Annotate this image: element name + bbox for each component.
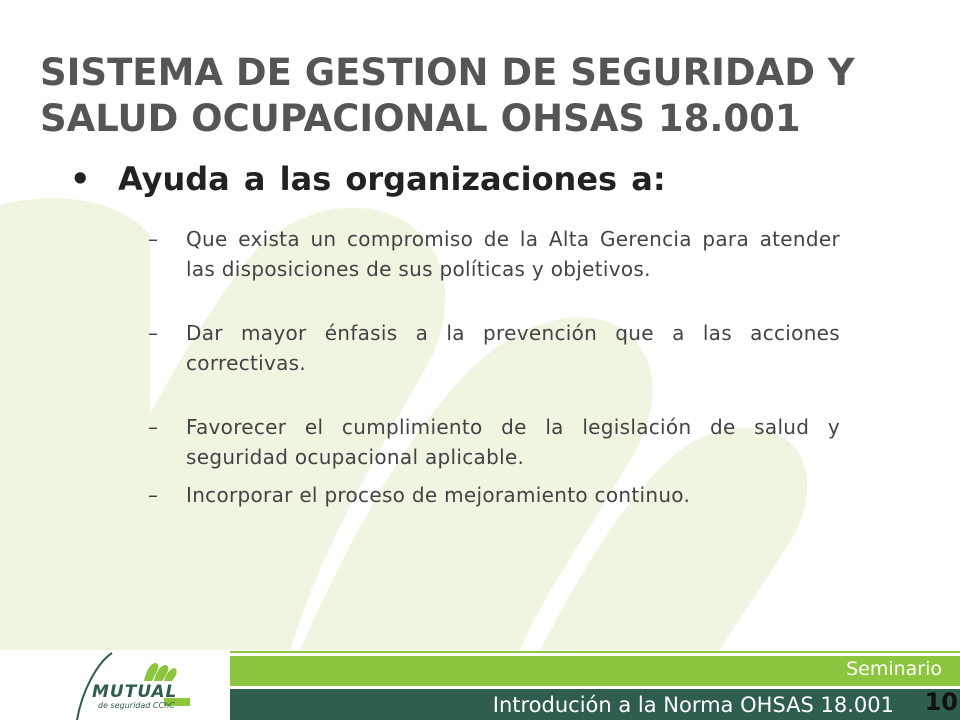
title-line-1: SISTEMA DE GESTION DE SEGURIDAD Y — [40, 51, 855, 94]
footer-course-label: Introdución a la Norma OHSAS 18.001 — [492, 693, 894, 717]
list-item — [148, 480, 840, 510]
list-item-text: Favorecer el cumplimiento de la legislación de salud y seguridad ocupacional aplicable. — [186, 415, 840, 469]
bullet-marker: • — [70, 160, 91, 198]
list-item-text: Incorporar el proceso de mejoramiento continuo. — [186, 483, 691, 507]
bullet-heading — [70, 160, 666, 198]
list-item — [148, 224, 840, 284]
list-item-text: Que exista un compromiso de la Alta Gerencia para atender las disposiciones de sus políticas y objetivos. — [186, 227, 840, 281]
sub-bullet-list — [148, 224, 840, 510]
dash-marker: – — [148, 483, 159, 507]
title-line-2: SALUD OCUPACIONAL OHSAS 18.001 — [40, 97, 801, 140]
list-item-text: Dar mayor énfasis a la prevención que a las acciones correctivas. — [186, 321, 840, 375]
dash-marker: – — [148, 321, 159, 345]
heading-text: Ayuda a las organizaciones a: — [118, 160, 666, 198]
page-number: 10 — [924, 688, 958, 716]
slide-title — [40, 50, 920, 142]
footer-seminar-label: Seminario — [846, 658, 942, 680]
logo-subtext: de seguridad CChC — [98, 701, 175, 710]
list-item — [148, 412, 840, 472]
logo-brand-text: MUTUAL — [92, 682, 178, 702]
dash-marker: – — [148, 227, 159, 251]
list-item — [148, 318, 840, 378]
dash-marker: – — [148, 415, 159, 439]
